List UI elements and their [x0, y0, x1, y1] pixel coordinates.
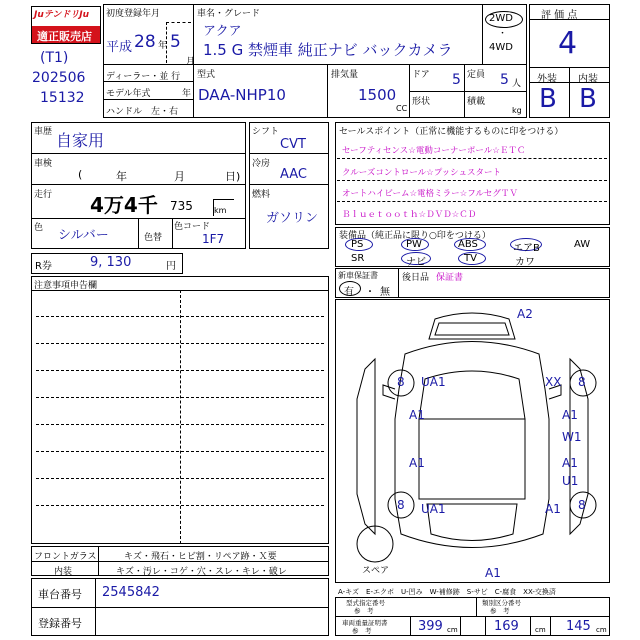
equip-pw: PW — [406, 239, 422, 250]
type-label: 型式 — [197, 70, 216, 80]
mark-xx: XX — [545, 375, 562, 389]
color-value: シルバー — [58, 228, 109, 243]
load-label: 積載 — [467, 97, 486, 107]
color-code-label: 色コード — [174, 222, 211, 232]
model-year-label: モデル年式 — [106, 89, 151, 99]
shift-value: CVT — [280, 137, 306, 152]
warranty-sep: ・ — [365, 287, 375, 298]
mark-w1: W1 — [562, 430, 582, 444]
equipment-label: 装備品（純正品に限り○印をつける） — [339, 231, 491, 241]
recycle-unit: 円 — [166, 261, 176, 272]
recycle-label: R券 — [35, 261, 52, 272]
capacity-label: 定員 — [467, 70, 486, 80]
warranty-yes: 有 — [344, 287, 354, 298]
year-unit: 年 — [158, 41, 168, 51]
carname-label: 車名・グレード — [197, 9, 261, 19]
mark-a1-l1: A1 — [409, 408, 425, 422]
equip-leather: カワ — [515, 257, 535, 268]
sales-point-2: クルーズコントロール☆プッシュスタート — [342, 168, 502, 178]
sales-points-label: セールスポイント（正常に機能するものに印をつける） — [339, 127, 564, 137]
logo-top: JuテンドリJu — [34, 10, 90, 20]
capacity-value: 5 — [500, 72, 509, 88]
record-label: 後日品 — [402, 273, 430, 283]
recycle-value: 9, 130 — [90, 255, 132, 270]
stock-number-1: 202506 — [32, 70, 86, 86]
color-swap-label: 色替 — [144, 233, 163, 243]
interior-value: キズ・汚レ・コゲ・穴・スレ・キレ・破レ — [116, 567, 287, 577]
door-value: 5 — [452, 72, 461, 88]
reg-label: 登録番号 — [38, 617, 82, 630]
chassis-label: 車台番号 — [38, 588, 82, 601]
score-label: 評 価 点 — [541, 10, 578, 21]
mileage-main: 4万4千 — [90, 193, 158, 217]
color-label: 色 — [34, 223, 44, 233]
front-glass-value: キズ・飛石・ヒビ割・リペア跡・Ｘ要 — [124, 552, 277, 562]
damage-legend: A-キズ E-エクボ U-凹み W-補修跡 S-サビ C-腐食 XX-交換済 — [338, 588, 556, 596]
dealer-label: ディーラー・並 行 — [106, 72, 181, 82]
warranty-no: 無 — [380, 287, 390, 298]
car-grade: 1.5 G 禁煙車 純正ナビ バックカメラ — [203, 41, 453, 59]
overall-score: 4 — [558, 26, 578, 61]
drive-2wd: 2WD — [489, 13, 513, 24]
mark-lr-tire: 8 — [397, 498, 405, 512]
inspection-open: ( — [78, 168, 83, 181]
mark-a1-rear-r: A1 — [545, 502, 561, 516]
equip-sr: SR — [351, 253, 365, 264]
chassis-value: 2545842 — [102, 585, 160, 600]
ac-value: AAC — [280, 167, 307, 182]
sales-point-3: オートハイビーム☆電格ミラー☆フルセグＴＶ — [342, 189, 518, 199]
ext-label: 外装 — [537, 74, 557, 85]
equip-tv: TV — [464, 253, 477, 264]
mark-a1-r2: A1 — [562, 456, 578, 470]
mileage-sub: 735 — [170, 199, 193, 213]
equip-ps: PS — [351, 239, 364, 250]
int-score: B — [579, 84, 597, 114]
shape-label: 形状 — [412, 97, 431, 107]
car-name: アクア — [203, 24, 242, 39]
model-year-unit: 年 — [182, 89, 192, 99]
cc-unit: CC — [396, 104, 408, 113]
usage-value: 自家用 — [56, 131, 105, 150]
mark-lf-tire: 8 — [397, 375, 405, 389]
int-label: 内装 — [578, 74, 598, 85]
inspection-month: 月 — [174, 170, 185, 183]
length-value: 399 — [418, 619, 443, 634]
reg-year: 28 — [134, 32, 156, 52]
color-code: 1F7 — [202, 232, 225, 246]
warranty-label: 新車保証書 — [338, 271, 378, 280]
equip-navi: ナビ — [406, 257, 426, 268]
record-value: 保証書 — [436, 273, 464, 283]
mark-a1-l2: A1 — [409, 456, 425, 470]
spare-label: スペア — [362, 566, 390, 576]
mark-a1-bottom: A1 — [485, 566, 501, 580]
height-unit: cm — [596, 626, 607, 634]
mark-rr-tire: 8 — [578, 498, 586, 512]
class-label: 類別区分番号 — [482, 599, 521, 607]
first-reg-label: 初度登録年月 — [106, 9, 161, 19]
sales-point-1: セーフティセンス☆電動コーナーポール☆ＥＴＣ — [342, 146, 526, 156]
fuel-label: 燃料 — [252, 190, 271, 200]
width-value: 169 — [494, 619, 519, 634]
load-unit: kg — [512, 106, 522, 115]
length-unit: cm — [447, 626, 458, 634]
equip-airbag: エアB — [513, 243, 540, 254]
notes-label: 注意事項申告欄 — [34, 281, 98, 291]
width-unit: cm — [535, 626, 546, 634]
type-spec-sub: 参 考 — [354, 607, 374, 615]
mark-rf-tire: 8 — [578, 375, 586, 389]
logo-text: 適正販売店 — [37, 30, 92, 43]
cc-value: 1500 — [358, 86, 397, 104]
shift-label: シフト — [252, 127, 280, 137]
cc-label: 排気量 — [331, 70, 359, 80]
fuel-value: ガソリン — [266, 211, 319, 226]
class-sub: 参 考 — [490, 607, 510, 615]
type-spec-label: 型式指定番号 — [346, 599, 385, 607]
drive-4wd: 4WD — [489, 42, 513, 53]
interior-label: 内装 — [54, 567, 73, 577]
drive-dot: ・ — [498, 29, 508, 39]
inspection-day: 日) — [225, 170, 241, 183]
t-code: (T1) — [40, 50, 69, 66]
type-value: DAA-NHP10 — [198, 86, 286, 104]
ext-score: B — [539, 84, 557, 114]
inspection-year: 年 — [116, 170, 127, 183]
stock-number-2: 15132 — [40, 90, 85, 106]
equip-abs: ABS — [458, 239, 478, 250]
mileage-label: 走行 — [34, 190, 53, 200]
reg-month: 5 — [170, 32, 181, 52]
mark-u1: U1 — [562, 474, 579, 488]
equip-aw: AW — [574, 239, 591, 250]
dealer-logo — [31, 6, 101, 44]
ac-label: 冷房 — [252, 159, 271, 169]
capacity-unit: 人 — [512, 79, 522, 89]
height-value: 145 — [566, 619, 591, 634]
mark-ua1-front: UA1 — [421, 375, 446, 389]
inspection-label: 車検 — [34, 159, 53, 169]
era: 平成 — [106, 40, 133, 55]
cert-sub: 参 考 — [352, 627, 372, 635]
mark-a1-r1: A1 — [562, 408, 578, 422]
mileage-unit: km — [214, 206, 227, 215]
mark-top-a2: A2 — [517, 307, 533, 321]
front-glass-label: フロントガラス — [34, 552, 97, 562]
month-unit: 月 — [186, 57, 196, 67]
handle-label: ハンドル 左・右 — [106, 107, 179, 117]
cert-label: 車両重量証明書 — [342, 619, 388, 627]
usage-label: 車歴 — [34, 127, 53, 137]
mark-ua1-rear: UA1 — [421, 502, 446, 516]
sales-point-4: Ｂｌｕｅｔｏｏｔｈ☆ＤＶＤ☆ＣＤ — [342, 210, 477, 220]
door-label: ドア — [412, 70, 430, 80]
